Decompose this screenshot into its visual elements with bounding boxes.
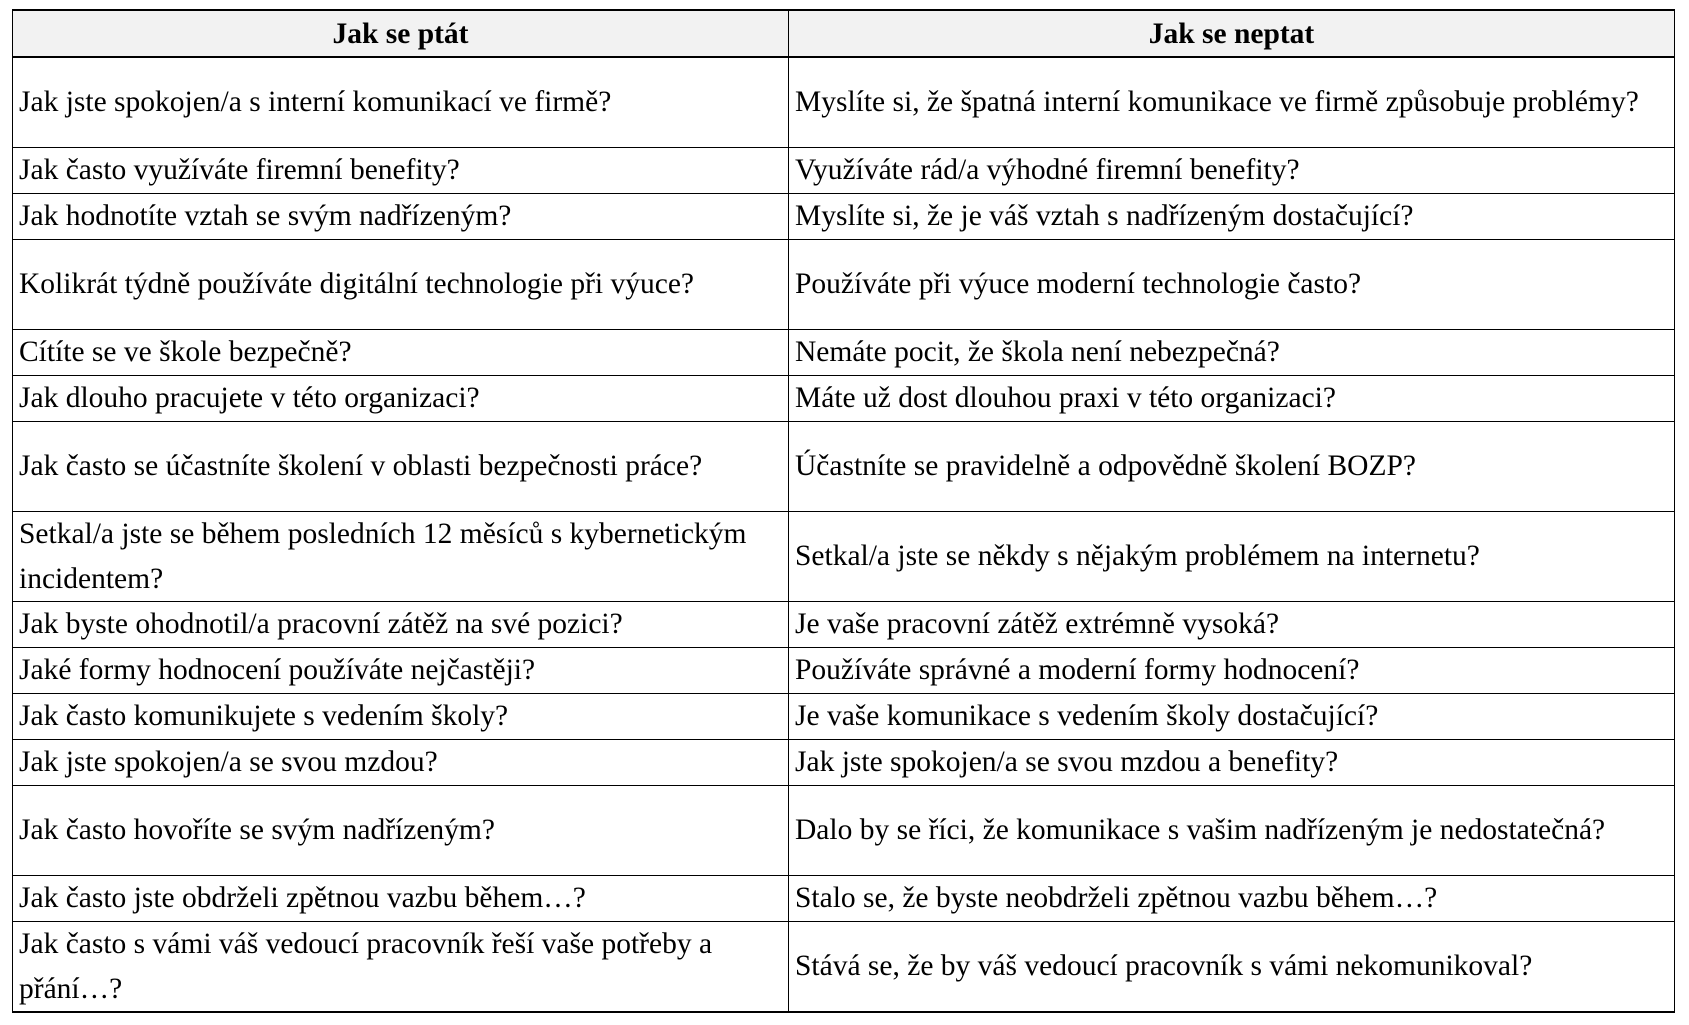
cell-how-not-to-ask: Myslíte si, že špatná interní komunikace ve firmě způsobuje problémy?: [789, 57, 1675, 148]
cell-how-not-to-ask: Máte už dost dlouhou praxi v této organizaci?: [789, 376, 1675, 422]
cell-how-to-ask: Jak hodnotíte vztah se svým nadřízeným?: [13, 194, 789, 240]
cell-how-to-ask: Jak často komunikujete s vedením školy?: [13, 694, 789, 740]
table-row: [13, 740, 1675, 786]
cell-how-to-ask: Jak často využíváte firemní benefity?: [13, 148, 789, 194]
table-row: [13, 694, 1675, 740]
cell-how-not-to-ask: Používáte správné a moderní formy hodnocení?: [789, 648, 1675, 694]
cell-how-to-ask: Jak jste spokojen/a se svou mzdou?: [13, 740, 789, 786]
cell-how-not-to-ask: Stalo se, že byste neobdrželi zpětnou vazbu během…?: [789, 876, 1675, 922]
cell-how-to-ask: Jak často jste obdrželi zpětnou vazbu během…?: [13, 876, 789, 922]
table-row: [13, 240, 1675, 330]
table-row: [13, 648, 1675, 694]
cell-how-to-ask: Cítíte se ve škole bezpečně?: [13, 330, 789, 376]
header-how-not-to-ask: Jak se neptat: [789, 10, 1675, 57]
cell-how-not-to-ask: Účastníte se pravidelně a odpovědně školení BOZP?: [789, 422, 1675, 512]
cell-how-to-ask: Jak často s vámi váš vedoucí pracovník řeší vaše potřeby a přání…?: [13, 922, 789, 1013]
table-row: [13, 602, 1675, 648]
cell-how-to-ask: Kolikrát týdně používáte digitální technologie při výuce?: [13, 240, 789, 330]
cell-how-not-to-ask: Stává se, že by váš vedoucí pracovník s vámi nekomunikoval?: [789, 922, 1675, 1013]
cell-how-not-to-ask: Je vaše pracovní zátěž extrémně vysoká?: [789, 602, 1675, 648]
cell-how-not-to-ask: Jak jste spokojen/a se svou mzdou a benefity?: [789, 740, 1675, 786]
question-comparison-table-wrapper: [12, 9, 1674, 1013]
cell-how-not-to-ask: Využíváte rád/a výhodné firemní benefity?: [789, 148, 1675, 194]
table-row: [13, 922, 1675, 1013]
table-row: [13, 148, 1675, 194]
cell-how-to-ask: Setkal/a jste se během posledních 12 měsíců s kybernetickým incidentem?: [13, 512, 789, 602]
table-row: [13, 876, 1675, 922]
table-row: [13, 376, 1675, 422]
table-body: [13, 57, 1675, 1012]
table-row: [13, 422, 1675, 512]
cell-how-not-to-ask: Myslíte si, že je váš vztah s nadřízeným dostačující?: [789, 194, 1675, 240]
cell-how-not-to-ask: Dalo by se říci, že komunikace s vašim nadřízeným je nedostatečná?: [789, 786, 1675, 876]
cell-how-not-to-ask: Je vaše komunikace s vedením školy dostačující?: [789, 694, 1675, 740]
cell-how-to-ask: Jak často se účastníte školení v oblasti bezpečnosti práce?: [13, 422, 789, 512]
cell-how-not-to-ask: Nemáte pocit, že škola není nebezpečná?: [789, 330, 1675, 376]
table-row: [13, 194, 1675, 240]
header-how-to-ask: Jak se ptát: [13, 10, 789, 57]
cell-how-to-ask: Jak jste spokojen/a s interní komunikací ve firmě?: [13, 57, 789, 148]
cell-how-to-ask: Jaké formy hodnocení používáte nejčastěji?: [13, 648, 789, 694]
table-row: [13, 512, 1675, 602]
cell-how-to-ask: Jak často hovoříte se svým nadřízeným?: [13, 786, 789, 876]
cell-how-to-ask: Jak byste ohodnotil/a pracovní zátěž na své pozici?: [13, 602, 789, 648]
question-comparison-table: [12, 9, 1675, 1013]
cell-how-to-ask: Jak dlouho pracujete v této organizaci?: [13, 376, 789, 422]
table-header-row: [13, 10, 1675, 57]
cell-how-not-to-ask: Setkal/a jste se někdy s nějakým problémem na internetu?: [789, 512, 1675, 602]
cell-how-not-to-ask: Používáte při výuce moderní technologie často?: [789, 240, 1675, 330]
table-row: [13, 57, 1675, 148]
table-row: [13, 330, 1675, 376]
table-row: [13, 786, 1675, 876]
